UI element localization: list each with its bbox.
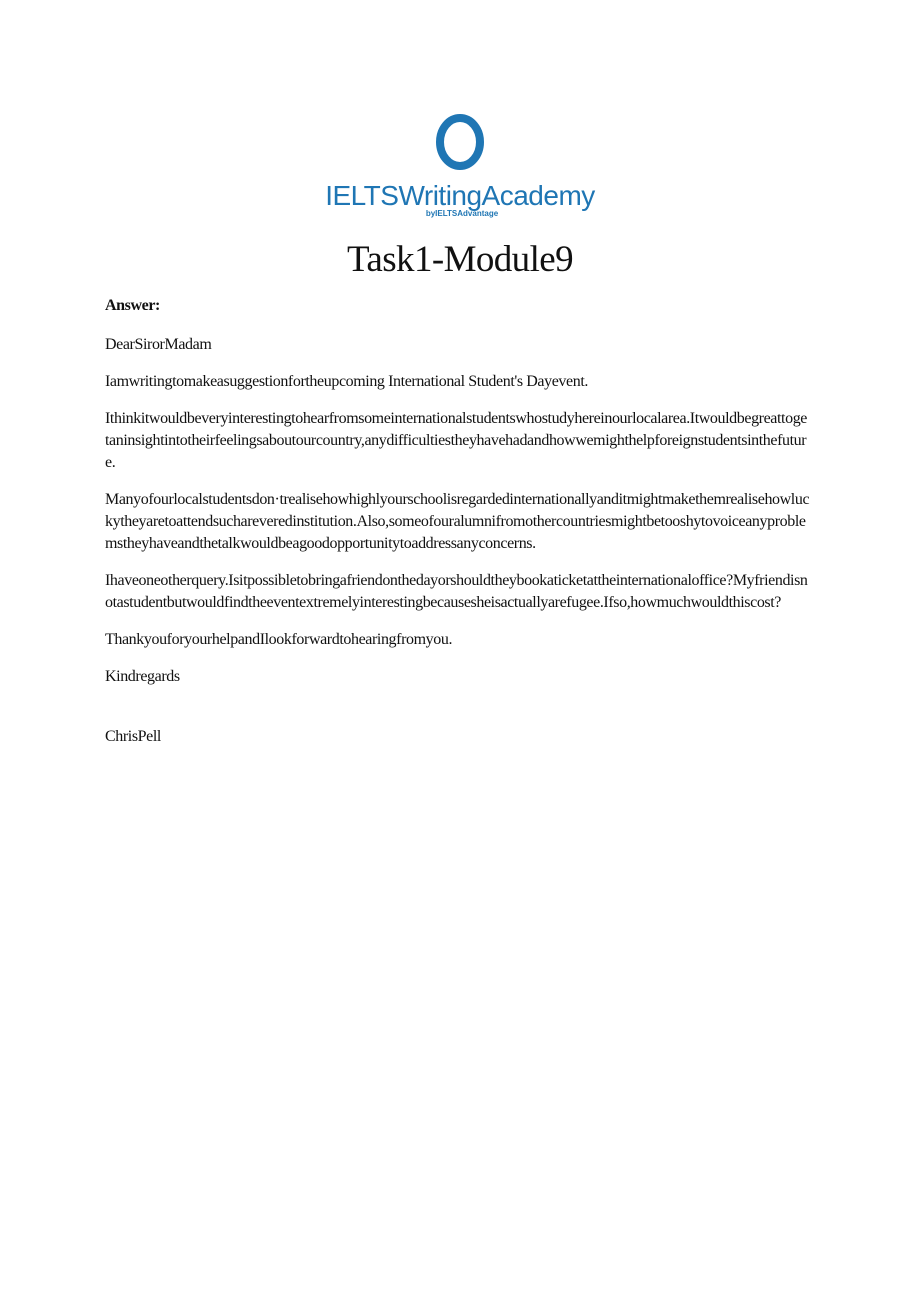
paragraph-5: ThankyouforyourhelpandIlookforwardtohearingfromyou. [105, 631, 453, 648]
paragraph-3: Manyofourlocalstudentsdon·trealisehowhighlyourschoolisregardedinternationallyanditmightmakethemrealisehowluckytheyaretoattendsuchareveredinstitution.Also,someofouralumnifromothercountriesmightbetooshytovoiceanyproblemstheyhaveandthetalkwouldbeagoodopportunitytoaddressanyconcerns. [105, 491, 810, 552]
circle-logo-icon [434, 112, 486, 172]
answer-label: Answer: [105, 297, 160, 314]
academy-logo [0, 112, 920, 218]
paragraph-2: Ithinkitwouldbeveryinterestingtohearfromsomeinternationalstudentswhostudyhereinourlocalarea.Itwouldbegreattogetaninsightintotheirfeelingsaboutourcountry,anydifficultiestheyhavehadandhowwemighthelpforeignstudentsinthefuture. [105, 410, 807, 471]
paragraph-1: Iamwritingtomakeasuggestionfortheupcoming International Student's Dayevent. [105, 373, 588, 390]
letter-body [105, 295, 810, 763]
closing: Kindregards [105, 668, 180, 685]
logo-name: IELTSWritingAcademy [325, 180, 595, 211]
signature: ChrisPell [105, 728, 161, 745]
logo-subtitle: byIELTSAdvantage [425, 209, 499, 218]
paragraph-4: Ihaveoneotherquery.Isitpossibletobringafriendonthedayorshouldtheybookaticketattheinternationaloffice?Myfriendisnotastudentbutwouldfindtheeventextremelyinterestingbecausesheisactuallyarefugee.Ifso,howmuchwouldthiscost? [105, 572, 808, 611]
salutation: DearSirorMadam [105, 336, 212, 353]
page-title: Task1-Module9 [347, 239, 573, 280]
